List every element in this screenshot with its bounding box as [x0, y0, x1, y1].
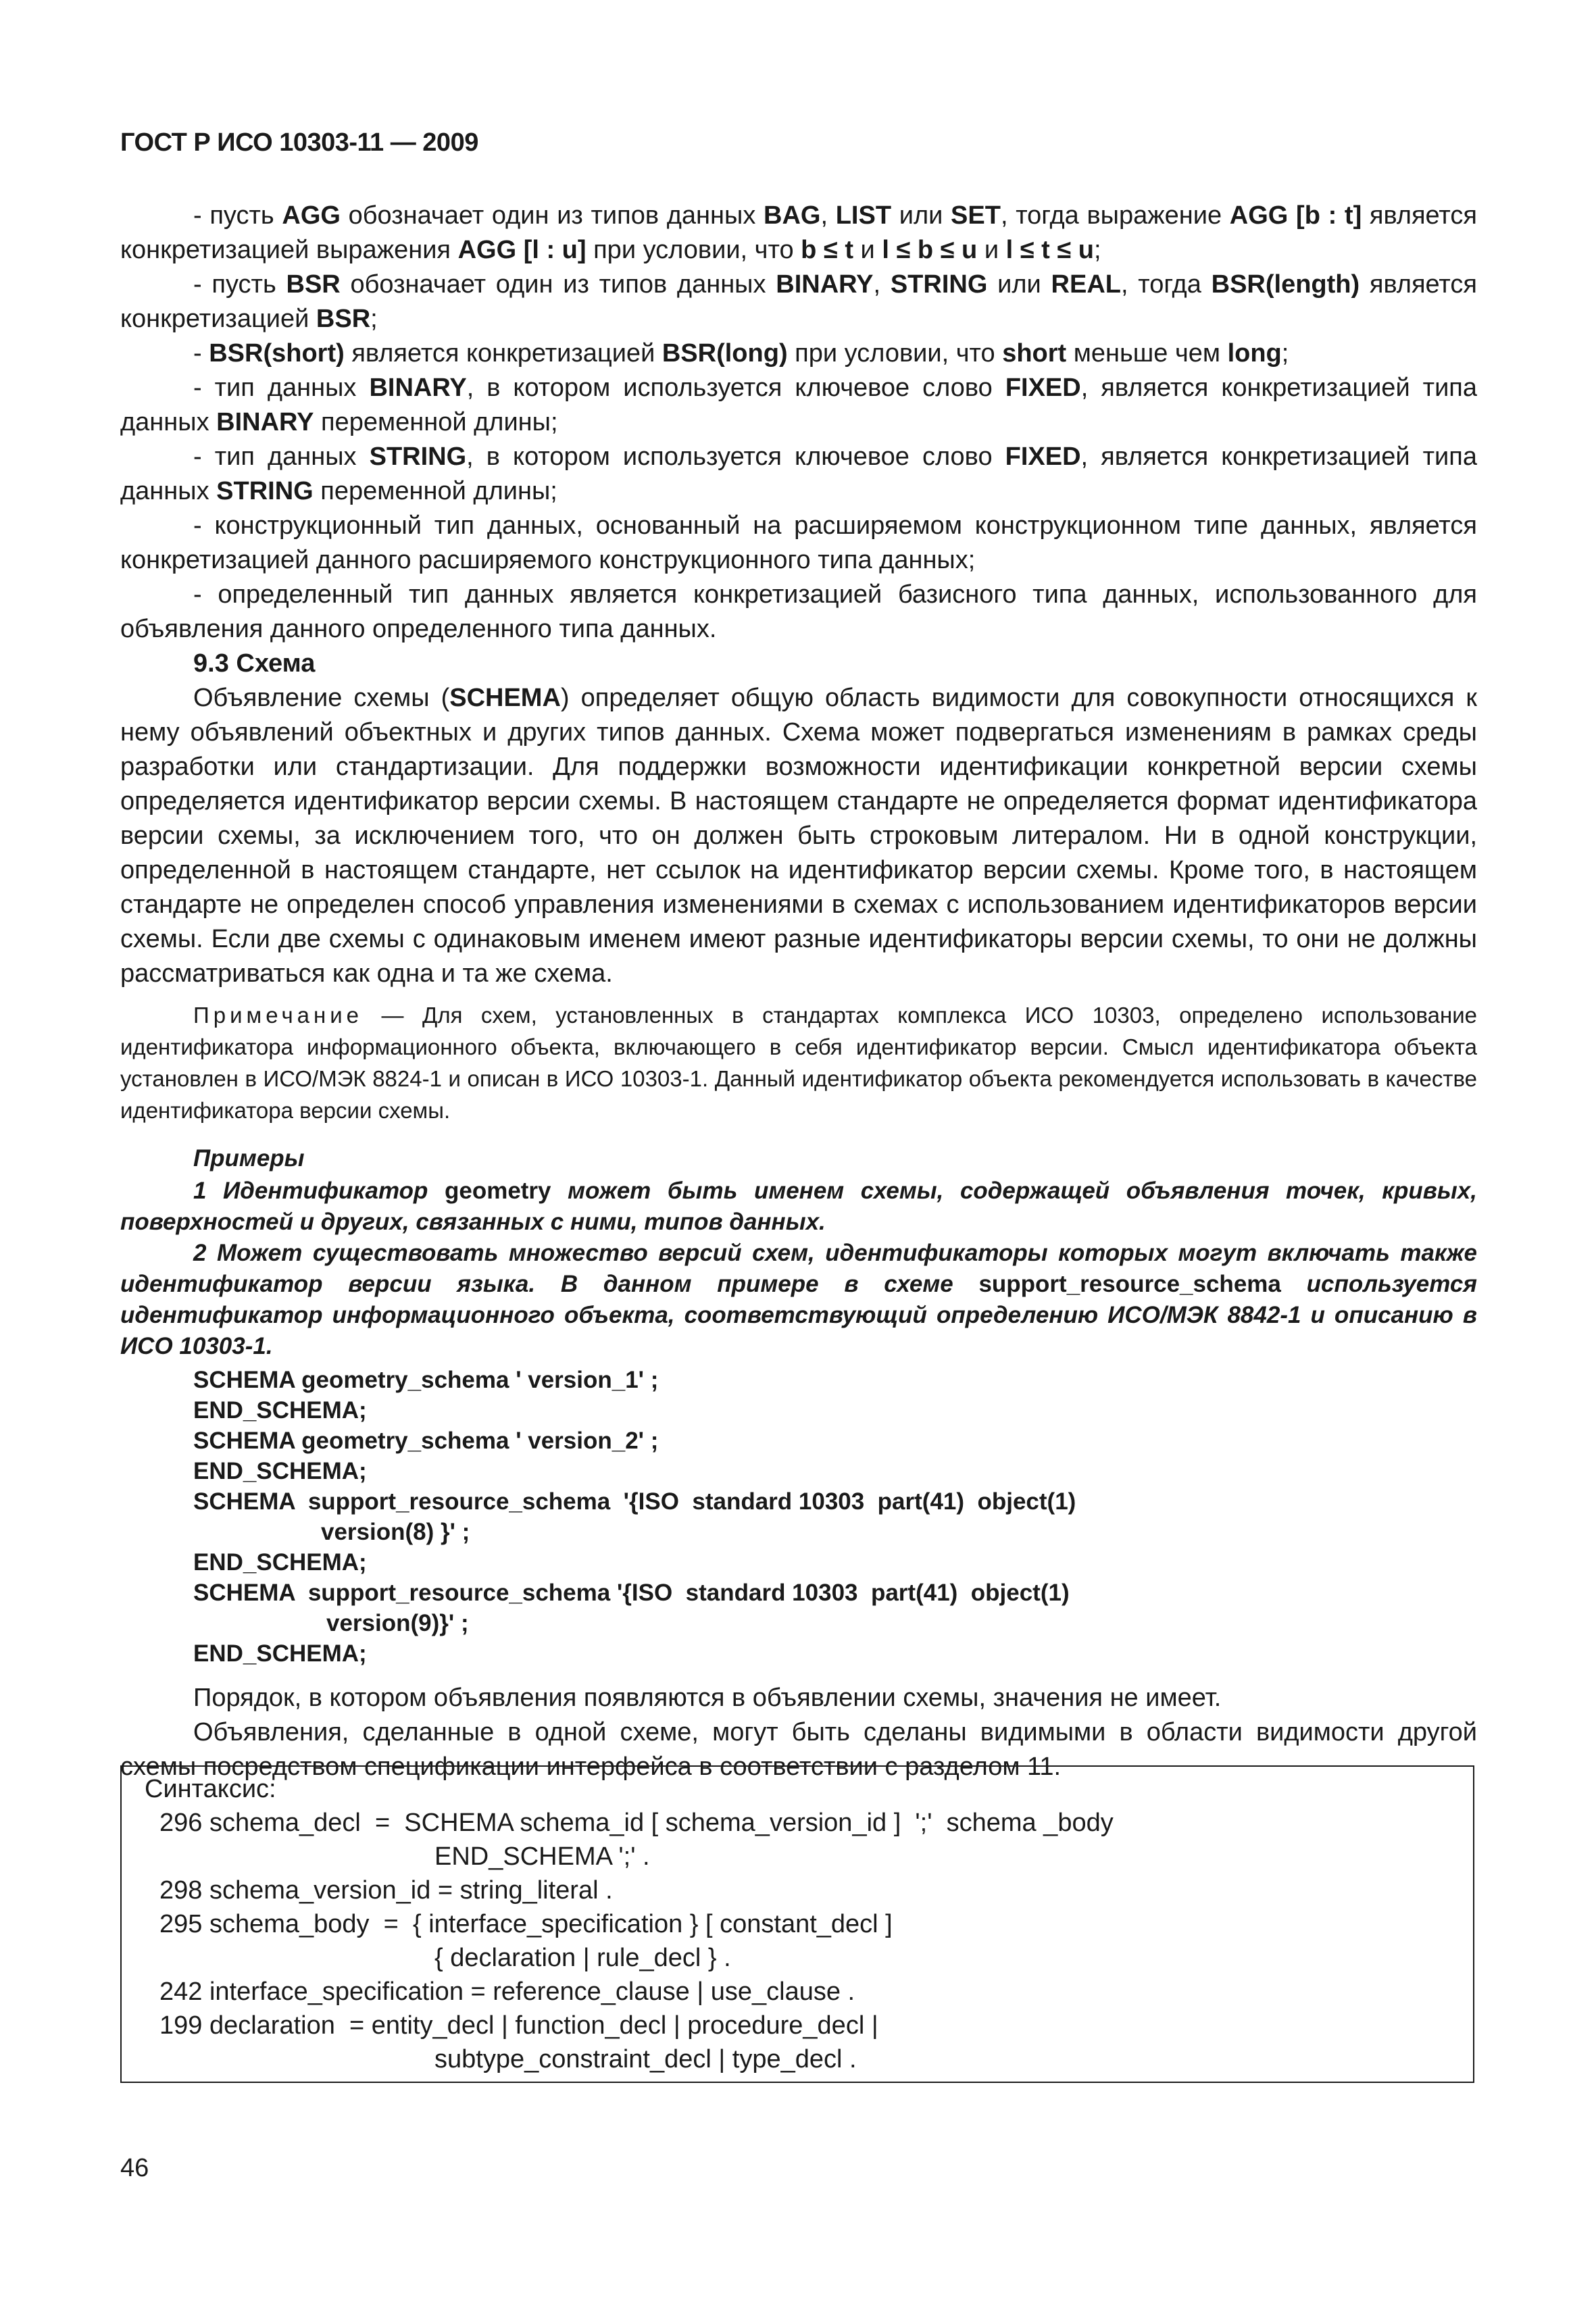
text-run: является конкретизацией — [120, 270, 1477, 333]
text-run: - пусть — [193, 201, 282, 230]
text-run: используется идентификатор информационного объекта, соответствующий определению ИСО/МЭК 8842-1 и описанию в ИСО 10303-1. — [120, 1271, 1477, 1359]
text-run: ) определяет общую область видимости для совокупности относящихся к нему объявлений объектных и других типов данных. Схема может подвергаться изменениям в рамках среды разработки или стандартизации. Для поддержки возможности идентификации конкретной версии схемы определяется идентификатор версии схемы. В настоящем стандарте не определяется формат идентификатора версии схемы, за исключением того, что он должен быть строковым литералом. Ни в одной конструкции, определенной в настоящем стандарте, нет ссылок на идентификатор версии схемы. Кроме того, в настоящем стандарте не определен способ управления изменениями в схемах с использованием идентификаторов версии схемы. Если две схемы с одинаковым именем имеют разные идентификаторы версии схемы, то они не должны рассматриваться как одна и та же схема. — [120, 684, 1477, 988]
syntax-rule: subtype_constraint_decl | type_decl . — [434, 2045, 857, 2073]
code-line: SCHEMA geometry_schema ' version_2' ; — [193, 1428, 659, 1454]
syntax-rule: END_SCHEMA ';' . — [434, 1842, 650, 1871]
note — [120, 999, 1477, 1126]
text-run: при условии, что — [586, 236, 801, 264]
paragraph: - конструкционный тип данных, основанный на расширяемом конструкционном типе данных, является конкретизацией данного расширяемого конструкционного типа данных; — [120, 511, 1477, 574]
text-run: BSR(length) — [1211, 270, 1360, 299]
text-run: ; — [1281, 339, 1289, 368]
text-run: BINARY — [776, 270, 874, 299]
text-run: LIST — [835, 201, 892, 230]
text-run: Объявление схемы ( — [193, 684, 450, 712]
text-run: long — [1227, 339, 1282, 368]
text-run: , в котором используется ключевое слово — [466, 374, 1005, 402]
text-run: FIXED — [1005, 443, 1081, 471]
text-run: , — [820, 201, 836, 230]
text-run: или — [891, 201, 951, 230]
text-run: BSR(long) — [662, 339, 788, 368]
text-run: BSR — [316, 305, 371, 333]
section-heading: 9.3 Схема — [193, 649, 316, 678]
syntax-rule: 242 interface_specification = reference_clause | use_clause . — [159, 1978, 855, 2006]
text-run: l ≤ t ≤ u — [1005, 236, 1094, 264]
text-run: обозначает один из типов данных — [340, 270, 776, 299]
text-run: , тогда — [1120, 270, 1212, 299]
text-run: geometry — [444, 1178, 551, 1204]
text-run: BINARY — [216, 408, 314, 436]
code-line: SCHEMA support_resource_schema '{ISO standard 10303 part(41) object(1) — [193, 1580, 1070, 1606]
text-run: l ≤ b ≤ u — [882, 236, 978, 264]
text-run: меньше чем — [1066, 339, 1228, 368]
text-run: AGG [l : u] — [457, 236, 587, 264]
code-line: END_SCHEMA; — [193, 1458, 367, 1484]
code-listing — [120, 1365, 1477, 1669]
syntax-rule: 199 declaration = entity_decl | function_decl | procedure_decl | — [159, 2011, 878, 2040]
paragraph — [120, 199, 1477, 268]
text-run: , является конкретизацией типа данных — [120, 374, 1478, 436]
note-label: Примечание — [193, 1003, 364, 1028]
text-run: STRING — [890, 270, 988, 299]
code-line: END_SCHEMA; — [193, 1397, 367, 1424]
code-line: version(8) }' ; — [321, 1519, 470, 1545]
body-text — [120, 199, 1477, 1784]
syntax-label: Синтаксис: — [145, 1775, 276, 1803]
text-run: - пусть — [193, 270, 286, 299]
syntax-rule: 298 schema_version_id = string_literal . — [159, 1876, 613, 1905]
text-run: BSR(short) — [209, 339, 345, 368]
paragraph — [120, 681, 1477, 991]
text-run: FIXED — [1005, 374, 1081, 402]
code-line: SCHEMA geometry_schema ' version_1' ; — [193, 1367, 659, 1393]
code-line: version(9)}' ; — [326, 1610, 469, 1636]
text-run: переменной длины; — [314, 408, 558, 436]
note-text: — Для схем, установленных в стандартах комплекса ИСО 10303, определено использование идентификатора информационного объекта, включающего в себя идентификатор версии. Смысл идентификатора объекта установлен в ИСО/МЭК 8824-1 и описан в ИСО 10303-1. Данный идентификатор объекта рекомендуется использовать в качестве идентификатора версии схемы. — [120, 1003, 1477, 1123]
example-1 — [120, 1176, 1477, 1238]
text-run: STRING — [216, 477, 314, 505]
text-run: BAG — [764, 201, 821, 230]
syntax-rule: 296 schema_decl = SCHEMA schema_id [ schema_version_id ] ';' schema _body — [159, 1809, 1114, 1837]
text-run: при условии, что — [787, 339, 1003, 368]
examples-title: Примеры — [193, 1145, 305, 1172]
document-header: ГОСТ Р ИСО 10303-11 — 2009 — [120, 128, 478, 157]
text-run: или — [987, 270, 1051, 299]
text-run: ; — [1093, 236, 1101, 264]
text-run: ; — [370, 305, 378, 333]
text-run: 2 Может существовать множество версий схем, идентификаторы которых могут включать также идентификатор версии языка. В данном примере в схеме — [120, 1240, 1477, 1297]
text-run: , — [873, 270, 891, 299]
text-run: и — [853, 236, 882, 264]
code-line: SCHEMA support_resource_schema '{ISO standard 10303 part(41) object(1) — [193, 1488, 1076, 1515]
text-run: - тип данных — [193, 374, 370, 402]
syntax-rule: { declaration | rule_decl } . — [434, 1944, 731, 1972]
text-run: AGG [b : t] — [1229, 201, 1362, 230]
text-run: и — [977, 236, 1006, 264]
example-2 — [120, 1238, 1477, 1362]
text-run: является конкретизацией — [344, 339, 662, 368]
paragraph — [120, 336, 1477, 371]
paragraph — [120, 440, 1477, 509]
text-run: , тогда выражение — [1000, 201, 1230, 230]
text-run: STRING — [369, 443, 467, 471]
paragraph: Объявления, сделанные в одной схеме, могут быть сделаны видимыми в области видимости другой схемы посредством спецификации интерфейса в соответствии с разделом 11. — [120, 1718, 1477, 1781]
text-run: - — [193, 339, 209, 368]
syntax-rule: 295 schema_body = { interface_specification } [ constant_decl ] — [159, 1910, 893, 1938]
text-run: является конкретизацией выражения — [120, 201, 1477, 264]
syntax-box — [120, 1765, 1474, 2083]
text-run: обозначает один из типов данных — [340, 201, 764, 230]
code-line: END_SCHEMA; — [193, 1640, 367, 1667]
text-run: , является конкретизацией типа данных — [120, 443, 1477, 505]
text-run: REAL — [1051, 270, 1121, 299]
text-run: BSR — [286, 270, 341, 299]
text-run: может быть именем схемы, содержащей объявления точек, кривых, поверхностей и других, связанных с ними, типов данных. — [120, 1178, 1477, 1235]
code-line: END_SCHEMA; — [193, 1549, 367, 1576]
paragraph — [120, 371, 1477, 440]
document-page — [120, 0, 1477, 2314]
text-run: переменной длины; — [313, 477, 557, 505]
paragraph: - определенный тип данных является конкретизацией базисного типа данных, использованного для объявления данного определенного типа данных. — [120, 580, 1477, 643]
text-run: - тип данных — [193, 443, 370, 471]
text-run: b ≤ t — [801, 236, 853, 264]
text-run: short — [1002, 339, 1067, 368]
text-run: SET — [951, 201, 1001, 230]
paragraph — [120, 268, 1477, 336]
text-run: BINARY — [369, 374, 467, 402]
text-run: SCHEMA — [449, 684, 561, 712]
text-run: , в котором используется ключевое слово — [466, 443, 1005, 471]
text-run: support_resource_schema — [978, 1271, 1281, 1297]
text-run: AGG — [282, 201, 341, 230]
text-run: 1 Идентификатор — [193, 1178, 445, 1204]
paragraph: Порядок, в котором объявления появляются в объявлении схемы, значения не имеет. — [193, 1684, 1222, 1712]
page-number: 46 — [120, 2154, 149, 2182]
